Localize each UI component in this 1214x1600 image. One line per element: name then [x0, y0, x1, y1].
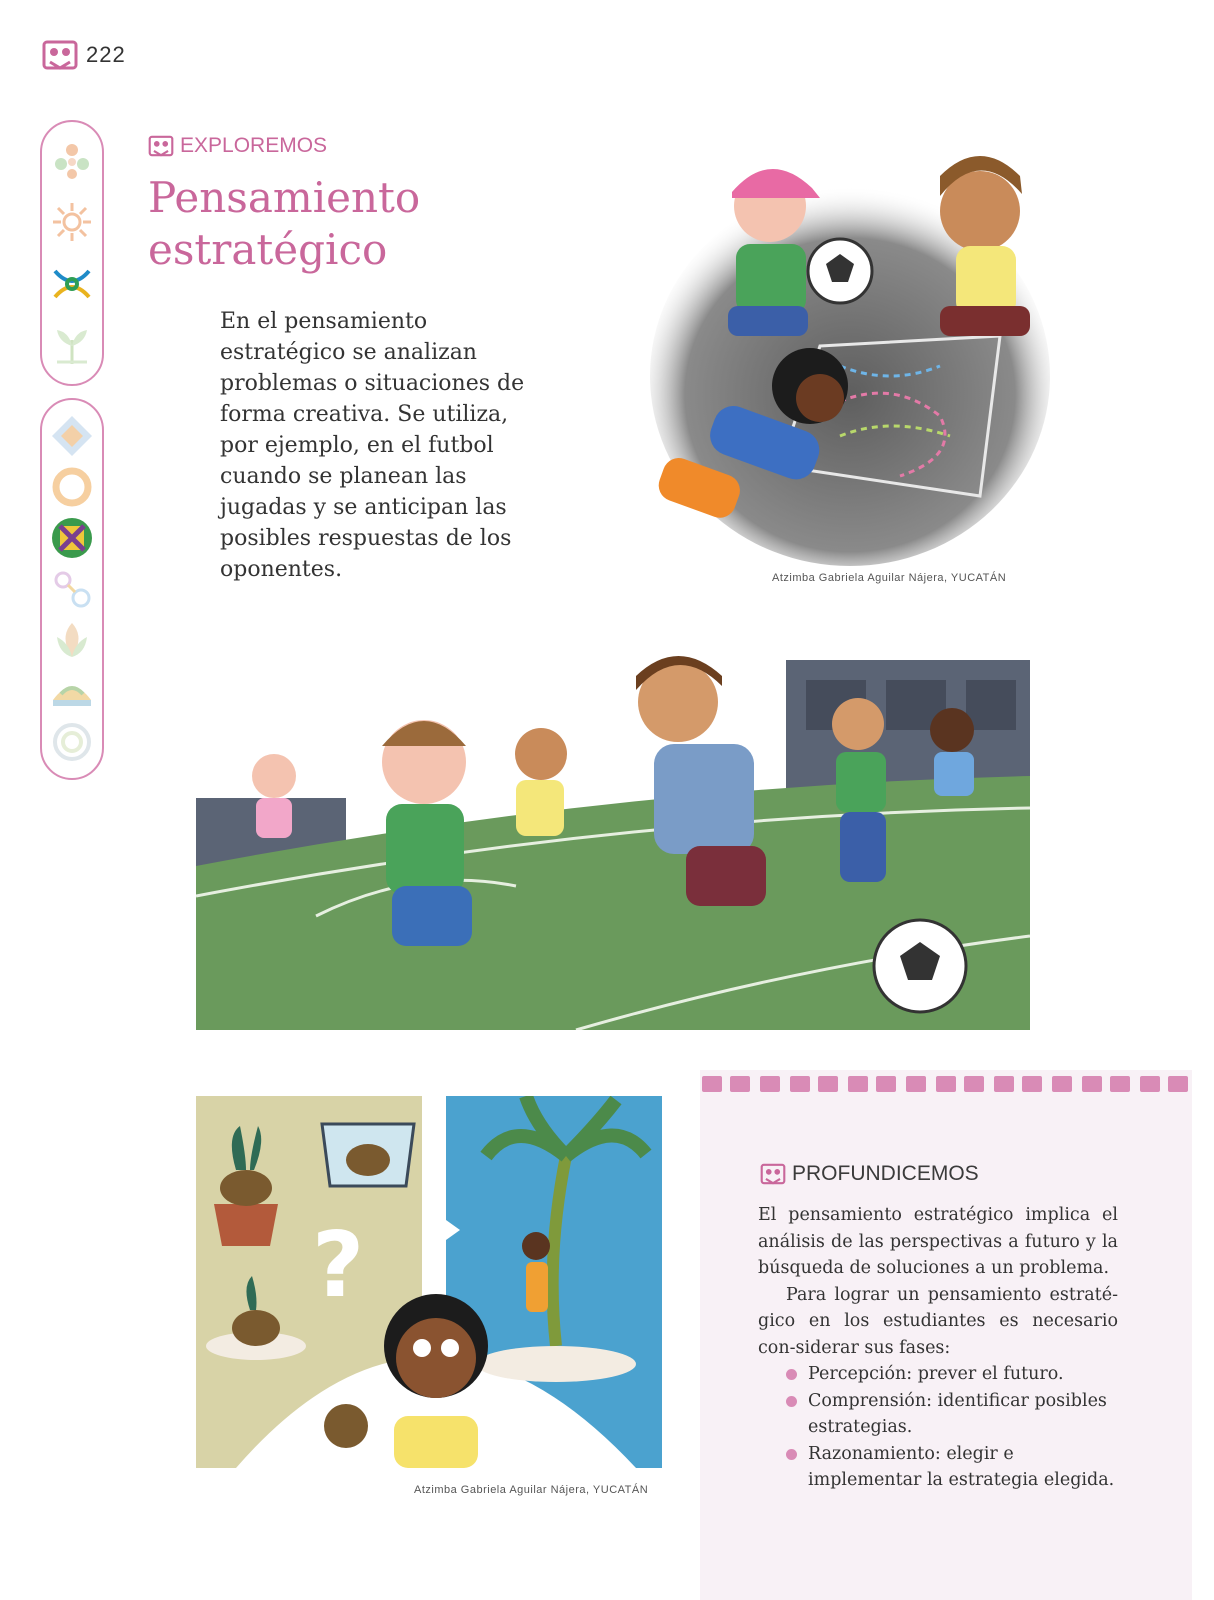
soccer-game-illustration	[196, 636, 1030, 1030]
illustration-credit: Atzimba Gabriela Aguilar Nájera, YUCATÁN	[772, 572, 1007, 584]
bullet-icon	[786, 1369, 797, 1380]
title-line-1: Pensamiento	[148, 173, 421, 222]
list-item: Razonamiento: elegir e implementar la estrategia elegida.	[786, 1441, 1118, 1494]
side-nav-bottom	[40, 398, 104, 780]
glyph-ornament-icon	[42, 38, 78, 72]
bullet-icon	[786, 1396, 797, 1407]
title-line-2: estratégico	[148, 225, 388, 274]
crossed-square-icon[interactable]	[49, 515, 95, 561]
list-item: Percepción: prever el futuro.	[786, 1361, 1118, 1388]
ring-icon[interactable]	[49, 464, 95, 510]
page-number: 222	[86, 42, 126, 67]
glyph-ornament-icon	[760, 1162, 786, 1186]
side-nav-top	[40, 120, 104, 386]
page-title	[148, 172, 568, 276]
phases-list	[758, 1361, 1118, 1494]
lotus-icon[interactable]	[49, 617, 95, 663]
bullet-icon	[786, 1449, 797, 1460]
deepen-text	[758, 1202, 1118, 1494]
deepen-box	[700, 1070, 1192, 1600]
list-item: Comprensión: identificar posibles estrategias.	[786, 1388, 1118, 1441]
diamond-icon[interactable]	[49, 413, 95, 459]
strategy-planning-illustration	[640, 136, 1060, 566]
glyph-border-icon	[700, 1070, 1192, 1098]
explore-heading-label: EXPLOREMOS	[180, 134, 328, 157]
intro-paragraph: En el pensamiento estratégico se analizan problemas o situaciones de forma creativa. Se utiliza, por ejemplo, en el futbol cuando se planean las jugadas y se anticipan las posibles respuestas de los oponentes.	[220, 309, 525, 582]
circle-icon[interactable]	[49, 719, 95, 765]
deepen-heading-label: PROFUNDICEMOS	[792, 1162, 979, 1185]
flower-icon[interactable]	[49, 138, 95, 184]
mountain-icon[interactable]	[49, 668, 95, 714]
illustration-credit: Atzimba Gabriela Aguilar Nájera, YUCATÁN	[414, 1484, 649, 1496]
sun-spiral-icon[interactable]	[49, 199, 95, 245]
glyph-ornament-icon	[148, 134, 174, 158]
deepen-paragraph-2: Para lograr un pensamiento estraté-gico en los estudiantes es necesario con-siderar sus fases:	[758, 1284, 1118, 1358]
interlocking-figures-icon[interactable]	[49, 261, 95, 307]
deepen-heading	[760, 1162, 979, 1186]
coconut-thinking-illustration	[196, 1096, 662, 1468]
page-header	[42, 38, 126, 72]
explore-heading	[148, 134, 327, 158]
deepen-paragraph-1: El pensamiento estratégico implica el análisis de las perspectivas a futuro y la búsqueda de soluciones a un problema.	[758, 1205, 1118, 1278]
svg-text:?: ?	[312, 1213, 365, 1318]
plant-icon[interactable]	[49, 322, 95, 368]
molecule-icon[interactable]	[49, 566, 95, 612]
